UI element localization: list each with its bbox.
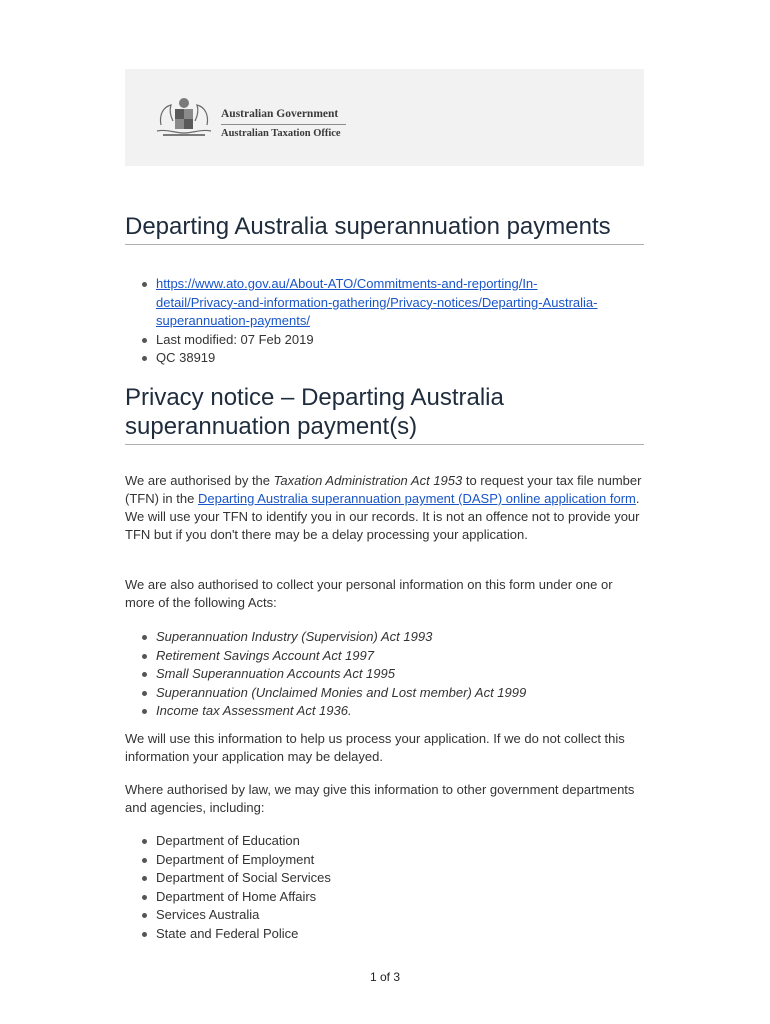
list-item: Department of Education	[125, 832, 644, 851]
list-item: Retirement Savings Account Act 1997	[125, 647, 644, 666]
act-name: Taxation Administration Act 1953	[273, 473, 463, 488]
list-item	[125, 275, 644, 331]
meta-list	[125, 275, 644, 368]
source-url-link[interactable]	[156, 276, 597, 328]
acts-list	[125, 628, 644, 721]
section-title: Privacy notice – Departing Australia superannuation payment(s)	[125, 383, 644, 445]
government-name: Australian Government	[221, 107, 346, 125]
departments-list	[125, 832, 644, 943]
list-item: Income tax Assessment Act 1936.	[125, 702, 644, 721]
url-line: superannuation-payments/	[156, 313, 310, 328]
text: to request your tax file number (TFN) in the	[125, 473, 642, 506]
list-item: Superannuation (Unclaimed Monies and Lost member) Act 1999	[125, 684, 644, 703]
paragraph-disclosure: Where authorised by law, we may give this information to other government departments and agencies, including:	[125, 782, 635, 815]
url-line: https://www.ato.gov.au/About-ATO/Commitments-and-reporting/In-	[156, 276, 538, 291]
list-item: Small Superannuation Accounts Act 1995	[125, 665, 644, 684]
last-modified: Last modified: 07 Feb 2019	[125, 331, 644, 350]
qc-number: QC 38919	[125, 349, 644, 368]
paragraph-tfn	[125, 472, 644, 544]
paragraph-use: We will use this information to help us process your application. If we do not collect this information your application may be delayed.	[125, 731, 625, 764]
logo-text	[221, 107, 346, 141]
list-item: Department of Employment	[125, 851, 644, 870]
coat-of-arms-icon	[153, 95, 215, 141]
url-line: detail/Privacy-and-information-gathering/Privacy-notices/Departing-Australia-	[156, 294, 598, 310]
page-number: 1 of 3	[369, 970, 401, 984]
logo-header	[125, 69, 644, 166]
dasp-application-link[interactable]: Departing Australia superannuation payment (DASP) online application form	[197, 491, 636, 506]
list-item: Department of Social Services	[125, 869, 644, 888]
list-item: Department of Home Affairs	[125, 888, 644, 907]
list-item: Services Australia	[125, 906, 644, 925]
agency-name: Australian Taxation Office	[221, 128, 341, 139]
text: We are authorised by the	[125, 473, 274, 488]
list-item: State and Federal Police	[125, 925, 644, 944]
page-title: Departing Australia superannuation payments	[125, 212, 644, 245]
text: . We will use your TFN to identify you in our records. It is not an offence not to provide your TFN but if you don't there may be a delay processing your application.	[125, 491, 640, 542]
paragraph-acts-intro: We are also authorised to collect your personal information on this form under one or more of the following Acts:	[125, 577, 613, 610]
list-item: Superannuation Industry (Supervision) Act 1993	[125, 628, 644, 647]
